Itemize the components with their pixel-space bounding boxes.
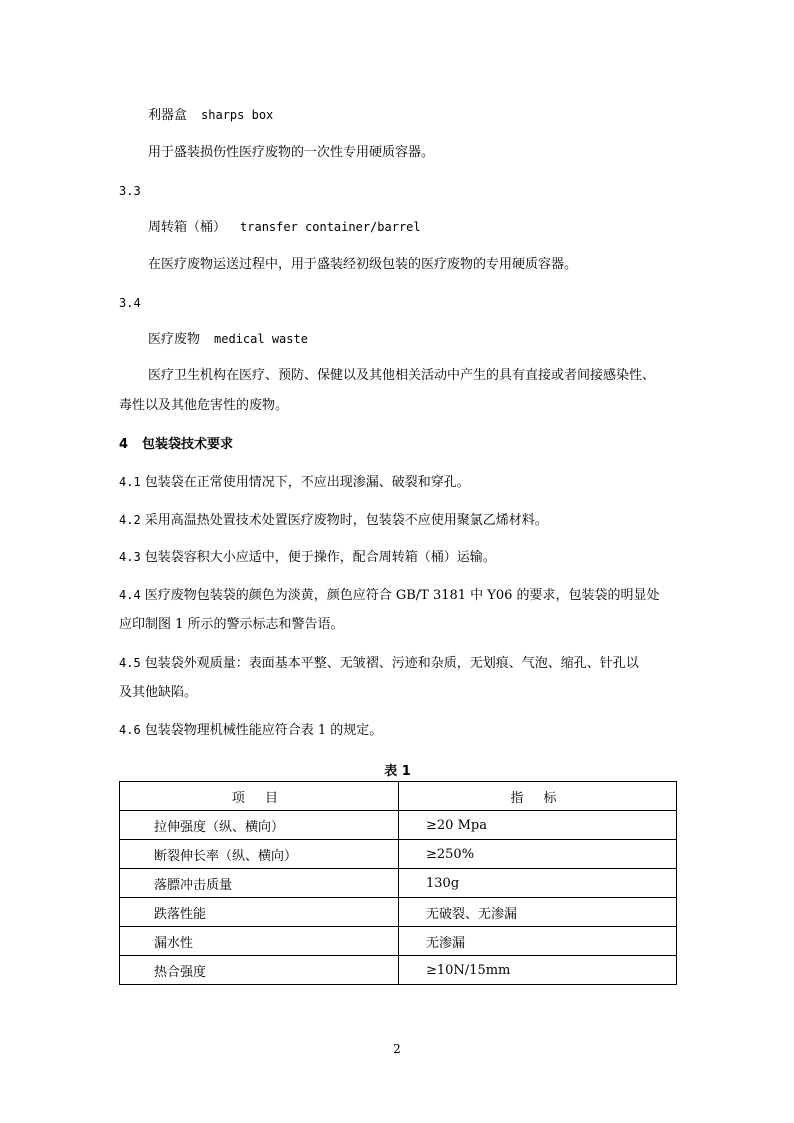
table-cell-item: 跌落性能 (120, 898, 399, 927)
term-definition: 用于盛装损伤性医疗废物的一次性专用硬质容器。 (148, 145, 435, 160)
table-cell-value: 无破裂、无渗漏 (399, 898, 677, 927)
table-title: 表 1 (384, 764, 411, 779)
term-definition-line2: 毒性以及其他危害性的废物。 (119, 398, 289, 413)
page-number: 2 (393, 1042, 401, 1056)
clause-text: 采用高温热处置技术处置医疗废物时，包装袋不应使用聚氯乙烯材料。 (144, 513, 548, 528)
table-row (120, 869, 677, 898)
table-cell-item: 拉伸强度（纵、横向） (120, 811, 399, 840)
clause-text: 包装袋在正常使用情况下，不应出现渗漏、破裂和穿孔。 (144, 475, 470, 490)
clause-4-4-continuation: 应印制图 1 所示的警示标志和警告语。 (119, 617, 344, 632)
term-cn: 医疗废物 (148, 332, 201, 347)
clause-number: 4.1 (119, 475, 141, 489)
term-transfer-container (148, 218, 421, 237)
term-definition: 在医疗废物运送过程中，用于盛装经初级包装的医疗废物的专用硬质容器。 (148, 257, 578, 272)
section-number: 3.4 (119, 296, 141, 310)
table-cell-value: ≥20 Mpa (399, 811, 677, 840)
table-row (120, 840, 677, 869)
spec-table (119, 781, 677, 985)
clause-text: 包装袋外观质量：表面基本平整、无皱褶、污迹和杂质，无划痕、气泡、缩孔、针孔以 (144, 656, 639, 671)
term-cn: 周转箱（桶） (148, 220, 227, 235)
clause-text: 包装袋容积大小应适中，便于操作，配合周转箱（桶）运输。 (144, 550, 496, 565)
clause-number: 4.6 (119, 723, 141, 737)
table-cell-value: 无渗漏 (399, 927, 677, 956)
term-medical-waste (148, 330, 308, 349)
term-definition-line1: 医疗卫生机构在医疗、预防、保健以及其他相关活动中产生的具有直接或者间接感染性、 (148, 368, 656, 383)
term-cn: 利器盒 (148, 108, 188, 123)
section-heading-title: 包装袋技术要求 (142, 437, 234, 452)
table-cell-value: ≥250% (399, 840, 677, 869)
table-row (120, 927, 677, 956)
table-cell-value: 130g (399, 869, 677, 898)
table-cell-value: ≥10N/15mm (399, 956, 677, 985)
clause-number: 4.5 (119, 656, 141, 670)
section-number: 3.3 (119, 184, 141, 198)
term-sharps-box (148, 106, 273, 125)
table-row (120, 811, 677, 840)
clause-4-5 (119, 654, 639, 673)
section-heading-number: 4 (119, 437, 129, 452)
clause-4-3 (119, 548, 496, 567)
term-en: sharps box (201, 108, 274, 122)
table-cell-item: 落膘冲击质量 (120, 869, 399, 898)
clause-4-5-continuation: 及其他缺陷。 (119, 685, 198, 700)
clause-number: 4.2 (119, 513, 141, 527)
table-cell-item: 断裂伸长率（纵、横向） (120, 840, 399, 869)
clause-text: 包装袋物理机械性能应符合表 1 的规定。 (144, 723, 383, 738)
table-header-row (120, 782, 677, 811)
clause-4-2 (119, 511, 548, 530)
term-en: transfer container/barrel (240, 220, 421, 234)
table-header-value: 指 标 (399, 782, 677, 811)
table-row (120, 898, 677, 927)
clause-4-1 (119, 473, 470, 492)
table-cell-item: 漏水性 (120, 927, 399, 956)
clause-number: 4.3 (119, 550, 141, 564)
table-cell-item: 热合强度 (120, 956, 399, 985)
term-en: medical waste (214, 332, 308, 346)
section-heading (119, 436, 233, 454)
table-header-item: 项 目 (120, 782, 399, 811)
clause-number: 4.4 (119, 588, 141, 602)
clause-text: 医疗废物包装袋的颜色为淡黄，颜色应符合 GB/T 3181 中 Y06 的要求，包装袋的明显处 (144, 588, 660, 603)
clause-4-4 (119, 586, 660, 605)
table-row (120, 956, 677, 985)
clause-4-6 (119, 721, 382, 740)
